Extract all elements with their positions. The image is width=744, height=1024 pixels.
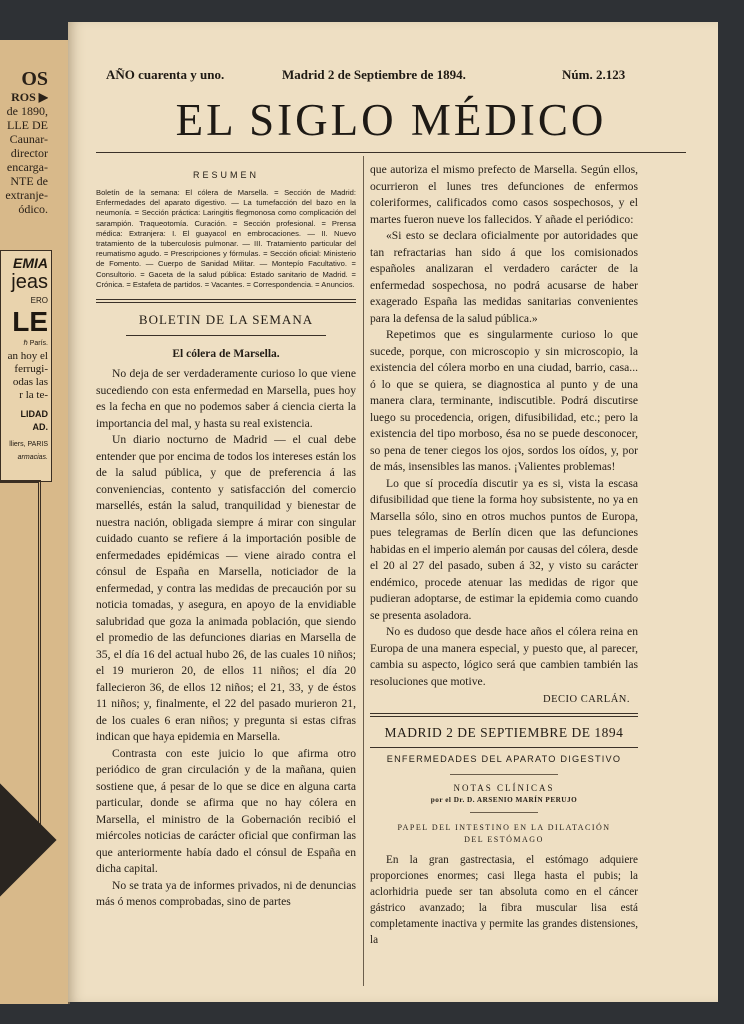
- ad-line: an hoy el: [7, 350, 48, 362]
- left-text-line: LLE DE: [7, 118, 48, 132]
- paragraph: No es dudoso que desde hace años el cólera reina en Europa de una manera especial, y puesto que, al parecer, cambia su aspecto, lógico será que cambien también las resoluciones que motive.: [370, 625, 638, 688]
- issue-date: Madrid 2 de Septiembre de 1894.: [282, 67, 466, 82]
- ad-line: r la te-: [19, 389, 48, 401]
- paragraph: En la gran gastrectasia, el estómago adquiere proporciones enormes; casi llega hasta el pubis; la aclorhidria puede ser tan absoluta como en el cáncer gástrico avanzado; la fibra muscular lisa está completamente inactiva y permite las grandes distensiones, la: [370, 854, 638, 946]
- left-text-line: ROS ▶: [11, 90, 48, 104]
- subtitle-line: PAPEL DEL INTESTINO EN LA DILATACIÓN: [397, 823, 611, 832]
- paragraph: Un diario nocturno de Madrid — el cual debe entender que por encima de todos los intereses están los de la salud pública, y que de preferencia á las conveniencias, contento y satisfacción del comercio marsellés, están la salud, tranquilidad y bienestar de nuestra nación, obligada siempre á mirar con singular cuidado cuanto se refiere á la importación posible de enfermedades epidémicas — viene airado contra el cónsul de España en Marsella, noticiador de la enfermedad, y contra las medidas de precaución por su noticia tomadas, y asegura, en apoyo de la envidiable salubridad que goza la animada población, que siendo el promedio de las defunciones diarias en Marsella de 35, el día 16 del actual hubo 26, de las cuales 10 niños; el 19 murieron 20, de ellos 11 niños; el día 20 fallecieron 36, de ellos 12 niños; el 21, 33, y de éstos 11 niños; y, finalmente, el 22 del pasado murieron 21, de los cuales 6 eran niños; y pregunta si estas cifras indican que haya epidemia en Marsella.: [96, 433, 356, 744]
- article-signature: DECIO CARLÁN.: [543, 694, 630, 705]
- left-text-line: ódico.: [18, 202, 48, 216]
- notes-heading: NOTAS CLÍNICAS: [453, 783, 555, 793]
- short-rule: [470, 812, 538, 813]
- masthead-title: EL SIGLO MÉDICO: [175, 95, 607, 145]
- madrid-date-heading: MADRID 2 DE SEPTIEMBRE DE 1894: [384, 725, 624, 740]
- section-heading: ENFERMEDADES DEL APARATO DIGESTIVO: [386, 754, 622, 764]
- ad-line: AD.: [32, 422, 48, 432]
- boletin-heading: BOLETIN DE LA SEMANA: [138, 312, 314, 328]
- ad-line: lliers, PARIS: [9, 441, 48, 448]
- ad-line: ERO: [30, 296, 48, 305]
- heading-rule: [370, 747, 638, 748]
- left-text-line: encarga-: [6, 160, 48, 174]
- paragraph: No se trata ya de informes privados, ni de denuncias más ó menos comprobadas, sino de partes: [96, 878, 356, 909]
- article-title: El cólera de Marsella.: [172, 348, 280, 361]
- previous-page-text: [0, 68, 48, 216]
- ad-line: odas las: [12, 376, 48, 388]
- ad-line: LE: [12, 306, 48, 337]
- paragraph: No deja de ser verdaderamente curioso lo que viene sucediendo con esta enfermedad en Marsella, pues hoy es la fecha en que no podemos saber á ciencia cierta la importancia del mal, y hasta su real existencia.: [96, 367, 356, 430]
- ad-line: ferrugi-: [14, 363, 48, 375]
- left-text-line: extranje-: [5, 188, 48, 202]
- heading-rule: [126, 335, 326, 336]
- ad-line: armacias.: [17, 454, 48, 461]
- madrid-article-body: [370, 852, 638, 948]
- masthead-rule: [96, 152, 686, 153]
- author-line: por el Dr. D. ARSENIO MARÍN PERUJO: [430, 796, 578, 804]
- ad-line: ℏ París.: [23, 340, 48, 347]
- left-text-line: director: [10, 146, 48, 160]
- left-text-line: OS: [21, 68, 48, 90]
- ornamental-frame: [0, 480, 41, 836]
- issue-number: Núm. 2.123: [562, 67, 626, 82]
- left-column: [96, 170, 356, 911]
- short-rule: [450, 774, 558, 775]
- article-body-col1: [96, 366, 356, 911]
- resumen-heading: RESUMEN: [192, 170, 259, 180]
- ad-line: jeas: [11, 271, 48, 293]
- article-body-col2: [370, 162, 638, 690]
- paragraph: «Si esto se declara oficialmente por autoridades que tan refractarias han sido á que los comisionados españoles analizaran el verdadero carácter de la enfermedad sospechosa, no podrá acusarse de haber exagerado España las medidas sanitarias convenientes para la defensa de la salud pública.»: [370, 229, 638, 325]
- paragraph: Repetimos que es singularmente curioso lo que sucede, porque, con microscopio y sin microscopio, la existencia del cólera morbo en una ciudad, barrio, casa... ó lo que se quiera, se diagnostica al punto y de una manera clara, terminante, indiscutible. Podrá discutirse luego su procedencia, origen, difusibilidad, etc.; pero la existencia del tipo morboso, ésa no se puede desconocer, so pena de tener ciegos los ojos, sordos los oídos, y, por de más, insensibles las manos. ¡Valientes problemas!: [370, 328, 638, 473]
- column-divider: [363, 156, 364, 986]
- right-column: [370, 162, 638, 948]
- resumen-text: Boletín de la semana: El cólera de Marsella. = Sección de Madrid: Enfermedades del aparato digestivo. — La tumefacción del bazo en la neumonía. = Sección práctica: Laringitis flegmonosa como complicación del sarampión. Traqueotomía. Curación. = Sección profesional. = Prensa médica: Extranjera: I. El guayacol en embrocaciones. — II. Nuevo tratamiento de la tuberculosis pulmonar. — III. Tratamiento particular del reumatismo agudo. = Prescripciones y fórmulas. = Sección oficial: Ministerio de Fomento. — Cuerpo de Sanidad Militar. — Montepío Facultativo. = Consultorio. = Gaceta de la salud pública: Estado sanitario de Madrid. = Crónica. = Estafeta de partidos. = Vacantes. = Correspondencia. = Anuncios.: [96, 188, 356, 289]
- section-double-rule: [370, 713, 638, 717]
- left-text-line: Caunar-: [9, 132, 48, 146]
- paragraph: que autoriza el mismo prefecto de Marsella. Según ellos, ocurrieron el lunes tres defunciones de enfermos coleriformes, calificados como casos sospechosos, y el martes fueron nueve los fallecidos. Y añade el periódico:: [370, 163, 638, 226]
- ad-line: LIDAD: [20, 409, 48, 419]
- newspaper-page: [68, 22, 718, 1002]
- paragraph: Contrasta con este juicio lo que afirma otro periódico de gran circulación y de la mañana, quien sostiene que, á pesar de lo que se dice en alguna carta particular, donde se afirma que no hay cólera en Marsella, el ministro de la Gobernación recibió el miércoles noticias de carácter oficial que confirman las que anteriormente había dado el cónsul de España en dicha capital.: [96, 746, 356, 876]
- subtitle-line: DEL ESTÓMAGO: [464, 835, 544, 844]
- left-text-line: NTE de: [10, 174, 48, 188]
- issue-year: AÑO cuarenta y uno.: [106, 67, 225, 82]
- section-double-rule: [96, 299, 356, 303]
- left-text-line: de 1890,: [6, 104, 48, 118]
- paragraph: Lo que sí procedía discutir ya es si, vista la escasa difusibilidad que tiene la forma hoy subsistente, no ya en Marsella sólo, sino en otros muchos puntos de Europa, pues telegramas de Berlín dicen que las defunciones habidas en el imperio alemán por causas del cólera, desde el 20 al 27 del pasado, suben á 32, y visto su carácter endémico, procede atenuar las medidas de rigor que pudieran adoptarse, de estimar la epidemia como cuando se presenta asoladora.: [370, 476, 638, 622]
- previous-page-advertisement: [0, 250, 52, 482]
- ad-line: EMIA: [13, 255, 48, 271]
- previous-page-edge: [0, 40, 70, 1004]
